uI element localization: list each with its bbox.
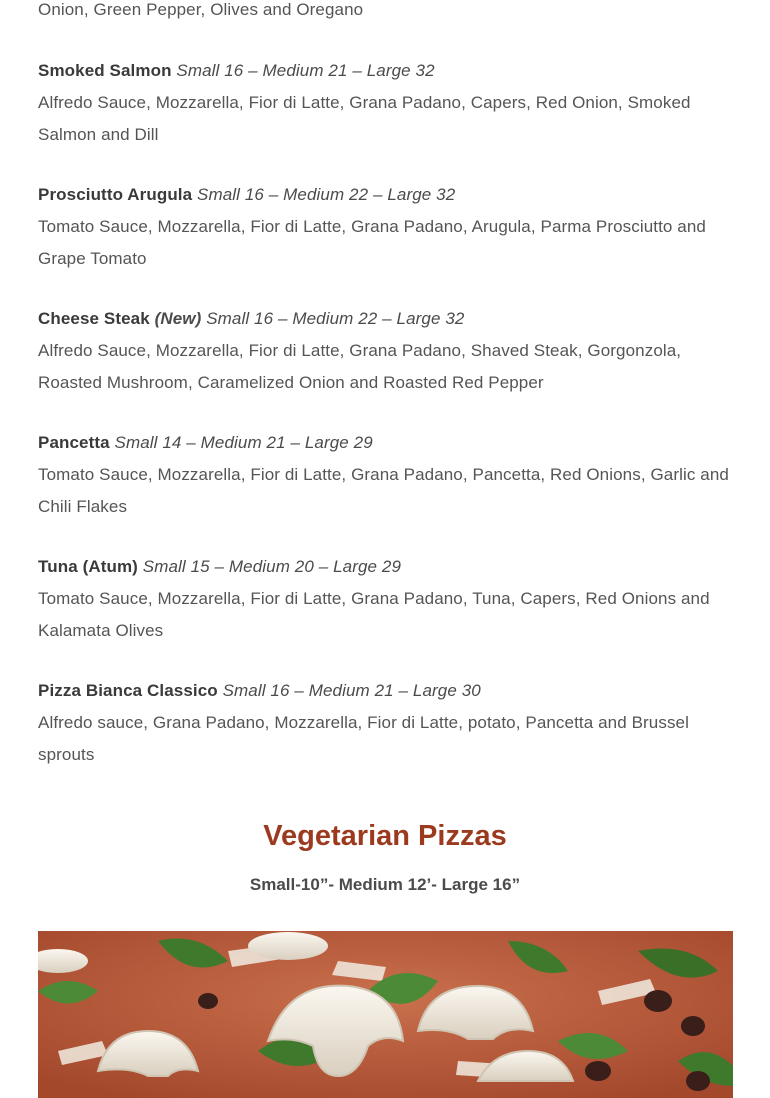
item-description-line-2: sprouts	[38, 744, 95, 764]
item-heading	[38, 55, 691, 87]
item-name: Pizza Bianca Classico	[38, 681, 218, 700]
item-description-line-1: Tomato Sauce, Mozzarella, Fior di Latte, Grana Padano, Pancetta, Red Onions, Garlic and	[38, 465, 729, 484]
vegetarian-pizzas-heading: Vegetarian Pizzas	[263, 820, 507, 852]
item-description-line-2: Roasted Mushroom, Caramelized Onion and Roasted Red Pepper	[38, 372, 544, 392]
item-description-line-1: Tomato Sauce, Mozzarella, Fior di Latte, Grana Padano, Tuna, Capers, Red Onions and	[38, 589, 710, 608]
item-description-line-2: Kalamata Olives	[38, 620, 164, 640]
menu-item-tuna	[38, 551, 710, 646]
item-price: Small 16 – Medium 21 – Large 32	[176, 61, 435, 80]
item-price: Small 16 – Medium 22 – Large 32	[197, 185, 456, 204]
item-heading	[38, 427, 729, 459]
item-description-line-2: Salmon and Dill	[38, 124, 159, 144]
item-price: Small 16 – Medium 22 – Large 32	[206, 309, 465, 328]
item-heading	[38, 303, 681, 335]
new-item-tag: (New)	[154, 309, 202, 328]
menu-item-cheese-steak	[38, 303, 681, 398]
pizza-photo-illustration	[38, 931, 733, 1098]
intro-description-tail: Onion, Green Pepper, Olives and Oregano	[38, 0, 364, 19]
menu-item-prosciutto-arugula	[38, 179, 706, 274]
item-description-line-2: Grape Tomato	[38, 248, 147, 268]
pizza-photo	[38, 931, 733, 1098]
item-description-line-1: Alfredo Sauce, Mozzarella, Fior di Latte, Grana Padano, Shaved Steak, Gorgonzola,	[38, 341, 682, 360]
item-price: Small 14 – Medium 21 – Large 29	[114, 433, 373, 452]
item-description-line-1: Alfredo sauce, Grana Padano, Mozzarella, Fior di Latte, potato, Pancetta and Brussel	[38, 713, 689, 732]
item-name: Smoked Salmon	[38, 61, 172, 80]
item-description-line-1: Tomato Sauce, Mozzarella, Fior di Latte, Grana Padano, Arugula, Parma Prosciutto and	[38, 217, 706, 236]
item-name: Prosciutto Arugula	[38, 185, 193, 204]
item-description-line-2: Chili Flakes	[38, 496, 128, 516]
item-description-line-1: Alfredo Sauce, Mozzarella, Fior di Latte, Grana Padano, Capers, Red Onion, Smoked	[38, 93, 691, 112]
item-heading	[38, 551, 710, 583]
menu-item-pizza-bianca-classico	[38, 675, 689, 770]
item-price: Small 16 – Medium 21 – Large 30	[222, 681, 481, 700]
menu-item-smoked-salmon	[38, 55, 691, 150]
item-name: Pancetta	[38, 433, 110, 452]
item-name: Cheese Steak	[38, 309, 150, 328]
item-heading	[38, 179, 706, 211]
vegetarian-sizes-line: Small-10”- Medium 12’- Large 16”	[249, 875, 521, 894]
item-heading	[38, 675, 689, 707]
item-price: Small 15 – Medium 20 – Large 29	[142, 557, 402, 576]
item-name: Tuna (Atum)	[38, 557, 138, 576]
menu-item-pancetta	[38, 427, 729, 522]
